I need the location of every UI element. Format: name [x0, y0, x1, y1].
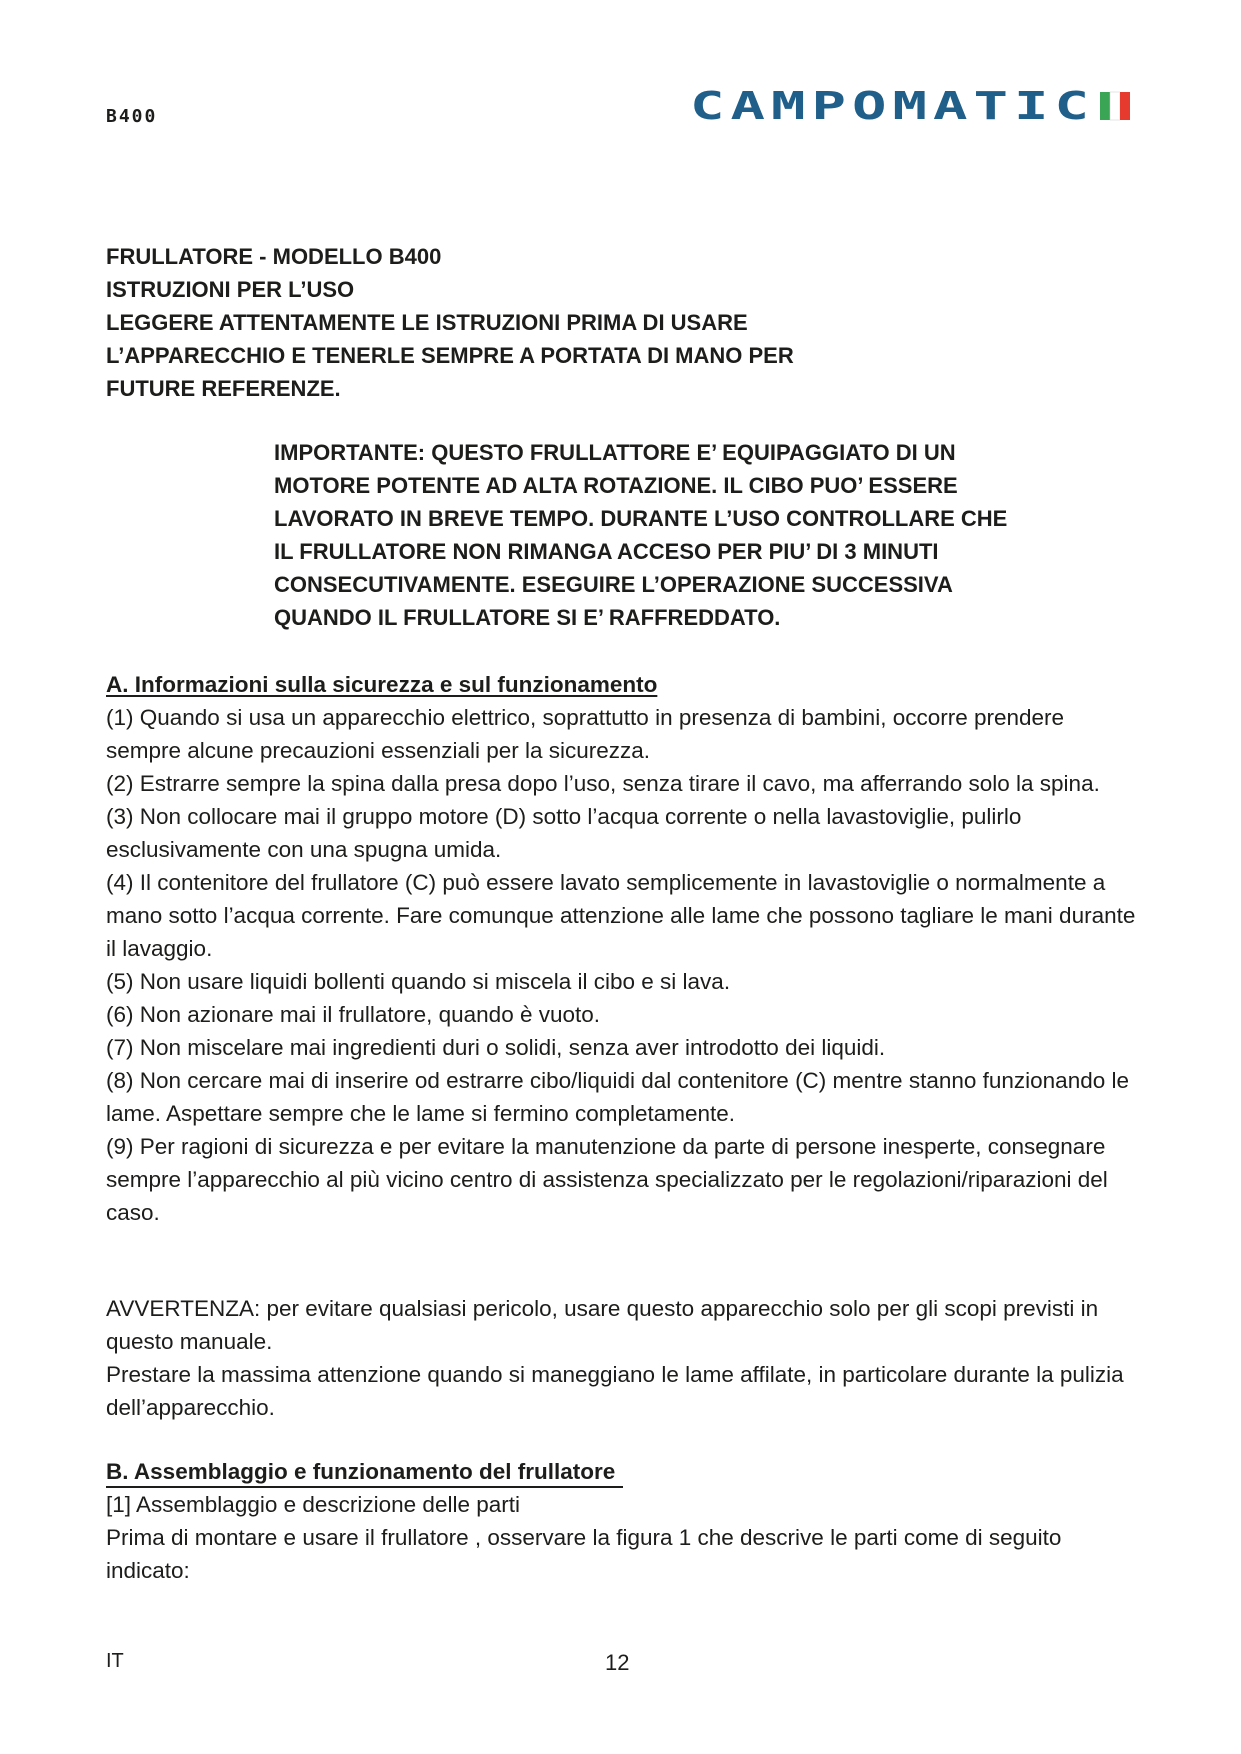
notice-line: IL FRULLATORE NON RIMANGA ACCESO PER PIU’ DI 3 MINUTI	[274, 539, 939, 564]
title-line: LEGGERE ATTENTAMENTE LE ISTRUZIONI PRIMA DI USARE	[106, 310, 748, 335]
model-code: B400	[106, 106, 158, 127]
italian-flag-icon	[1100, 92, 1130, 120]
manual-title-block	[106, 240, 1106, 405]
warning-block	[106, 1292, 1136, 1424]
notice-line: QUANDO IL FRULLATORE SI E’ RAFFREDDATO.	[274, 605, 781, 630]
safety-item-4: (4) Il contenitore del frullatore (C) può essere lavato semplicemente in lavastoviglie o normalmente a mano sotto l’acqua corrente. Fare comunque attenzione alle lame che possono tagliare le mani durante il lavaggio.	[106, 870, 1136, 961]
safety-item-8: (8) Non cercare mai di inserire od estrarre cibo/liquidi dal contenitore (C) mentre stanno funzionando le lame. Aspettare sempre che le lame si fermino completamente.	[106, 1068, 1130, 1126]
section-a-title: A. Informazioni sulla sicurezza e sul funzionamento	[106, 672, 658, 697]
warning-paragraph: Prestare la massima attenzione quando si maneggiano le lame affilate, in particolare durante la pulizia dell’apparecchio.	[106, 1362, 1124, 1420]
important-notice	[274, 436, 1094, 634]
safety-item-7: (7) Non miscelare mai ingredienti duri o solidi, senza aver introdotto dei liquidi.	[106, 1035, 886, 1060]
page-number: 12	[605, 1650, 630, 1675]
campomatic-logo	[690, 86, 1135, 126]
notice-line: CONSECUTIVAMENTE. ESEGUIRE L’OPERAZIONE SUCCESSIVA	[274, 572, 953, 597]
section-b	[106, 1455, 1136, 1587]
safety-item-3: (3) Non collocare mai il gruppo motore (D) sotto l’acqua corrente o nella lavastoviglie, pulirlo esclusivamente con una spugna umida.	[106, 804, 1022, 862]
safety-item-2: (2) Estrarre sempre la spina dalla presa dopo l’uso, senza tirare il cavo, ma afferrando solo la spina.	[106, 771, 1100, 796]
logo-text: CAMPOMATIC	[690, 86, 1095, 126]
title-line: ISTRUZIONI PER L’USO	[106, 277, 355, 302]
safety-item-5: (5) Non usare liquidi bollenti quando si miscela il cibo e si lava.	[106, 969, 731, 994]
section-a	[106, 668, 1136, 1229]
title-line: FRULLATORE - MODELLO B400	[106, 244, 442, 269]
notice-line: IMPORTANTE: QUESTO FRULLATTORE E’ EQUIPAGGIATO DI UN	[274, 440, 956, 465]
section-b-subtitle: [1] Assemblaggio e descrizione delle parti	[106, 1492, 520, 1517]
warning-paragraph: AVVERTENZA: per evitare qualsiasi pericolo, usare questo apparecchio solo per gli scopi previsti in questo manuale.	[106, 1296, 1099, 1354]
section-b-title: B. Assemblaggio e funzionamento del frullatore	[106, 1458, 623, 1488]
title-line: L’APPARECCHIO E TENERLE SEMPRE A PORTATA DI MANO PER	[106, 343, 794, 368]
safety-item-6: (6) Non azionare mai il frullatore, quando è vuoto.	[106, 1002, 601, 1027]
safety-item-9: (9) Per ragioni di sicurezza e per evitare la manutenzione da parte di persone inesperte, consegnare sempre l’apparecchio al più vicino centro di assistenza specializzato per le regolazioni/riparazioni del caso.	[106, 1134, 1108, 1225]
notice-line: LAVORATO IN BREVE TEMPO. DURANTE L’USO CONTROLLARE CHE	[274, 506, 1008, 531]
title-line: FUTURE REFERENZE.	[106, 376, 341, 401]
notice-line: MOTORE POTENTE AD ALTA ROTAZIONE. IL CIBO PUO’ ESSERE	[274, 473, 958, 498]
safety-item-1: (1) Quando si usa un apparecchio elettrico, soprattutto in presenza di bambini, occorre prendere sempre alcune precauzioni essenziali per la sicurezza.	[106, 705, 1065, 763]
language-code: IT	[106, 1650, 124, 1672]
section-b-text: Prima di montare e usare il frullatore , osservare la figura 1 che descrive le parti come di seguito indicato:	[106, 1525, 1062, 1583]
